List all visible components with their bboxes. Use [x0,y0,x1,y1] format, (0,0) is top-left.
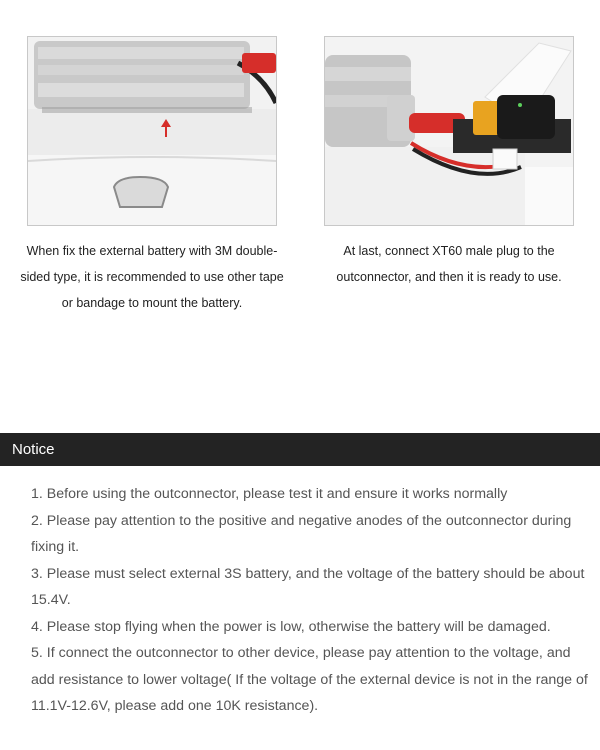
battery-mount-caption: When fix the external battery with 3M double-sided type, it is recommended to use other tape or bandage to mount the battery. [20,244,284,310]
notice-title: Notice [12,441,55,458]
xt60-connection-illustration [325,37,573,225]
notice-item: 1. Before using the outconnector, please test it and ensure it works normally [31,486,508,502]
battery-mount-photo [27,36,277,226]
xt60-connection-caption: At last, connect XT60 male plug to the outconnector, and then it is ready to use. [336,244,562,284]
notice-item: 2. Please pay attention to the positive and negative anodes of the outconnector during fixing it. [31,512,572,555]
battery-mount-illustration [28,37,276,225]
notice-item: 3. Please must select external 3S battery, and the voltage of the battery should be about 15.4V. [31,565,585,608]
notice-item: 4. Please stop flying when the power is low, otherwise the battery will be damaged. [31,618,551,635]
notice-item: 5. If connect the outconnector to other device, please pay attention to the voltage, and add resistance to lower voltage( If the voltage of the external device is not in the range of 11.1V-12.6V, please add one 10K resistance). [31,645,588,714]
notice-header-bar [0,433,600,466]
xt60-connection-photo [324,36,574,226]
notice-list [31,481,591,720]
